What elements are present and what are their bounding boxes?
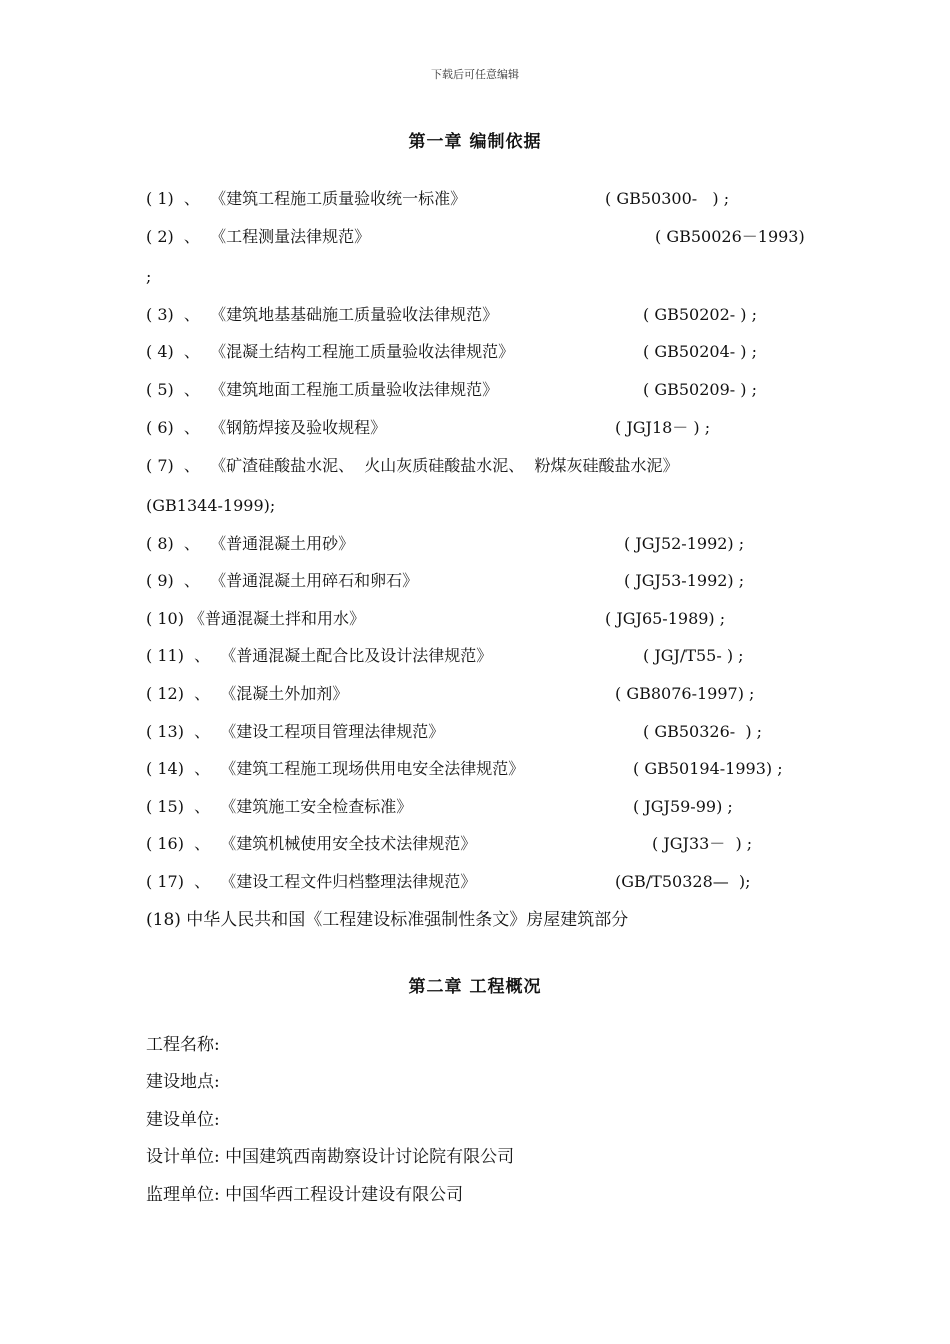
reference-code: ( GB8076-1997) ; bbox=[615, 684, 755, 703]
chapter2-title: 第二章 工程概况 bbox=[408, 977, 542, 997]
reference-item: ( 9) 、 《普通混凝土用碎石和卵石》 bbox=[146, 571, 419, 590]
reference-item: ( 7) 、 《矿渣硅酸盐水泥、 火山灰质硅酸盐水泥、 粉煤灰硅酸盐水泥》 bbox=[146, 456, 679, 475]
reference-code: ( JGJ18－ ) ; bbox=[615, 418, 711, 437]
reference-item: ( 4) 、 《混凝土结构工程施工质量验收法律规范》 bbox=[146, 342, 515, 361]
reference-item: ( 17) 、 《建设工程文件归档整理法律规范》 bbox=[146, 872, 477, 891]
reference-item-continuation: ; bbox=[146, 267, 152, 286]
reference-item: ( 5) 、 《建筑地面工程施工质量验收法律规范》 bbox=[146, 380, 499, 399]
reference-code: ( GB50300- ) ; bbox=[605, 189, 730, 208]
reference-code: ( GB50209- ) ; bbox=[643, 380, 757, 399]
design-unit-field: 设计单位: 中国建筑西南勘察设计讨论院有限公司 bbox=[146, 1147, 515, 1167]
reference-item: ( 13) 、 《建设工程项目管理法律规范》 bbox=[146, 722, 445, 741]
reference-item: ( 2) 、 《工程测量法律规范》 bbox=[146, 227, 371, 246]
reference-code: ( JGJ/T55- ) ; bbox=[643, 646, 744, 665]
reference-item: ( 3) 、 《建筑地基基础施工质量验收法律规范》 bbox=[146, 305, 499, 324]
reference-item: ( 14) 、 《建筑工程施工现场供用电安全法律规范》 bbox=[146, 759, 525, 778]
header-note: 下载后可任意编辑 bbox=[431, 68, 519, 81]
chapter1-title: 第一章 编制依据 bbox=[408, 132, 542, 152]
reference-code: ( GB50202- ) ; bbox=[643, 305, 757, 324]
reference-code: ( JGJ33－ ) ; bbox=[652, 834, 753, 853]
construction-site-field: 建设地点: bbox=[146, 1072, 220, 1092]
owner-unit-field: 建设单位: bbox=[146, 1110, 220, 1130]
reference-code: ( GB50194-1993) ; bbox=[633, 759, 783, 778]
reference-item: ( 10) 《普通混凝土拌和用水》 bbox=[146, 609, 366, 628]
supervision-unit-field: 监理单位: 中国华西工程设计建设有限公司 bbox=[146, 1185, 464, 1205]
reference-item: ( 16) 、 《建筑机械使用安全技术法律规范》 bbox=[146, 834, 477, 853]
reference-item: (18) 中华人民共和国《工程建设标准强制性条文》房屋建筑部分 bbox=[146, 910, 629, 930]
reference-item: ( 11) 、 《普通混凝土配合比及设计法律规范》 bbox=[146, 646, 493, 665]
reference-item: ( 8) 、 《普通混凝土用砂》 bbox=[146, 534, 355, 553]
reference-item: ( 6) 、 《钢筋焊接及验收规程》 bbox=[146, 418, 387, 437]
project-name-field: 工程名称: bbox=[146, 1035, 220, 1055]
reference-code: ( JGJ59-99) ; bbox=[633, 797, 733, 816]
reference-item: ( 12) 、 《混凝土外加剂》 bbox=[146, 684, 349, 703]
reference-code: (GB/T50328— ); bbox=[615, 872, 751, 891]
reference-code: ( JGJ53-1992) ; bbox=[624, 571, 745, 590]
reference-code: ( JGJ52-1992) ; bbox=[624, 534, 745, 553]
reference-code: ( GB50326- ) ; bbox=[643, 722, 763, 741]
reference-item: ( 15) 、 《建筑施工安全检查标准》 bbox=[146, 797, 413, 816]
reference-code: ( GB50026－1993) bbox=[655, 227, 805, 246]
reference-code: ( JGJ65-1989) ; bbox=[605, 609, 726, 628]
reference-item-continuation: (GB1344-1999); bbox=[146, 496, 276, 515]
reference-item: ( 1) 、 《建筑工程施工质量验收统一标准》 bbox=[146, 189, 467, 208]
reference-code: ( GB50204- ) ; bbox=[643, 342, 757, 361]
